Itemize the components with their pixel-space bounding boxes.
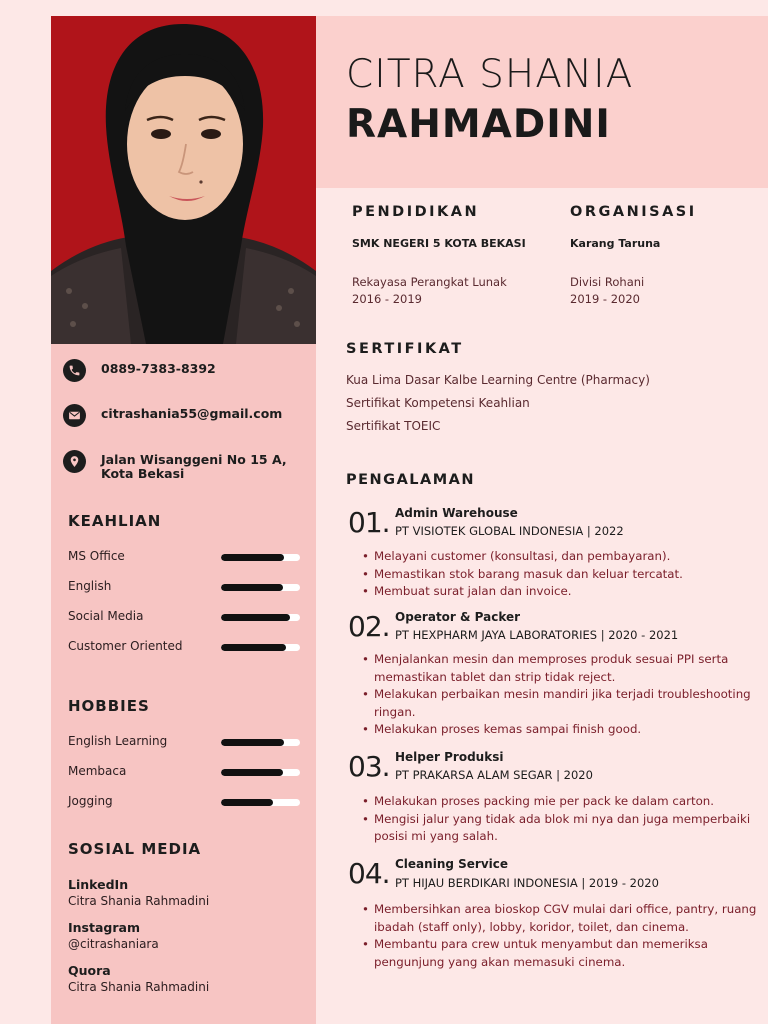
skill-row [68,579,300,595]
location-pin-icon [63,450,86,473]
experience-company: PT HIJAU BERDIKARI INDONESIA | 2019 - 2020 [395,876,659,890]
education-years: 2016 - 2019 [352,292,422,306]
experience-number: 02. [348,610,390,643]
experience-role: Helper Produksi [395,750,504,764]
experience-company: PT HEXPHARM JAYA LABORATORIES | 2020 - 2021 [395,628,679,642]
address-line2: Kota Bekasi [101,466,185,481]
skill-label: MS Office [68,549,125,563]
education-school: SMK NEGERI 5 KOTA BEKASI [352,237,526,250]
skill-level-fill [221,644,286,651]
contact-email [63,404,282,427]
experience-number: 01. [348,506,390,539]
hobby-level-bar [221,739,300,746]
experience-bullet: • Memastikan stok barang masuk dan keluar tercatat. [362,566,757,584]
organization-name: Karang Taruna [570,237,661,250]
certificates-heading: SERTIFIKAT [346,341,464,357]
social-platform-instagram: Instagram [68,920,140,935]
experience-bullets [362,901,757,971]
skill-label: Social Media [68,609,144,623]
experience-bullet: • Mengisi jalur yang tidak ada blok mi nya dan juga memperbaiki posisi mi yang salah. [362,811,757,846]
hobby-row [68,734,300,750]
hobby-level-fill [221,799,273,806]
experience-bullet: • Melakukan perbaikan mesin mandiri jika terjadi troubleshooting ringan. [362,686,757,721]
email-address[interactable]: citrashania55@gmail.com [101,406,283,421]
skill-level-bar [221,554,300,561]
experience-bullet: • Membantu para crew untuk menyambut dan memeriksa pengunjung yang akan memasuki cinema. [362,936,757,971]
hobby-row [68,794,300,810]
experience-number: 03. [348,750,390,783]
address-line1: Jalan Wisanggeni No 15 A, [101,452,287,467]
certificate-item: Kua Lima Dasar Kalbe Learning Centre (Pharmacy) [346,373,650,387]
contact-address [63,450,287,481]
skills-heading: KEAHLIAN [68,512,162,530]
experience-bullet: • Menjalankan mesin dan memproses produk sesuai PPI serta memastikan tablet dan strip tidak reject. [362,651,757,686]
experience-bullet: • Melakukan proses kemas sampai finish good. [362,721,757,739]
experience-role: Operator & Packer [395,610,521,624]
experience-bullets [362,548,757,601]
experience-bullet: • Membuat surat jalan dan invoice. [362,583,757,601]
hobbies-heading: HOBBIES [68,697,150,715]
hobby-level-bar [221,799,300,806]
profile-photo [51,16,316,344]
name-last: RAHMADINI [346,102,611,147]
skill-level-bar [221,644,300,651]
experience-bullet: • Melakukan proses packing mie per pack ke dalam carton. [362,793,757,811]
experience-bullet: • Melayani customer (konsultasi, dan pembayaran). [362,548,757,566]
contact-phone [63,359,216,382]
experience-number: 04. [348,857,390,890]
hobby-level-fill [221,769,283,776]
social-handle-linkedin[interactable]: Citra Shania Rahmadini [68,894,210,908]
organization-years: 2019 - 2020 [570,292,640,306]
skill-level-bar [221,584,300,591]
phone-icon [63,359,86,382]
experience-role: Cleaning Service [395,857,509,871]
certificate-item: Sertifikat Kompetensi Keahlian [346,396,530,410]
education-heading: PENDIDIKAN [352,204,480,220]
experience-heading: PENGALAMAN [346,472,476,488]
skill-row [68,609,300,625]
skill-level-bar [221,614,300,621]
hobby-level-bar [221,769,300,776]
hobby-level-fill [221,739,284,746]
hobby-row [68,764,300,780]
skill-row [68,639,300,655]
social-handle-quora[interactable]: Citra Shania Rahmadini [68,980,210,994]
hobby-label: English Learning [68,734,168,748]
email-icon [63,404,86,427]
name-first: CITRA SHANIA [346,52,634,97]
certificate-item: Sertifikat TOEIC [346,419,441,433]
experience-company: PT PRAKARSA ALAM SEGAR | 2020 [395,768,593,782]
hobby-label: Jogging [68,794,113,808]
address [101,450,287,481]
experience-bullets [362,651,757,739]
social-handle-instagram[interactable]: @citrashaniara [68,937,159,951]
social-platform-quora: Quora [68,963,111,978]
experience-company: PT VISIOTEK GLOBAL INDONESIA | 2022 [395,524,624,538]
skill-label: Customer Oriented [68,639,183,653]
skill-level-fill [221,584,283,591]
organization-division: Divisi Rohani [570,275,645,289]
organization-heading: ORGANISASI [570,204,697,220]
education-major: Rekayasa Perangkat Lunak [352,275,507,289]
hobby-label: Membaca [68,764,127,778]
social-platform-linkedin: LinkedIn [68,877,129,892]
skill-level-fill [221,554,284,561]
experience-bullets [362,793,757,846]
social-heading: SOSIAL MEDIA [68,840,202,858]
experience-role: Admin Warehouse [395,506,518,520]
skill-level-fill [221,614,290,621]
experience-bullet: • Membersihkan area bioskop CGV mulai dari office, pantry, ruang ibadah (staff only), lobby, koridor, toilet, dan cinema. [362,901,757,936]
skill-row [68,549,300,565]
phone-number: 0889-7383-8392 [101,361,216,376]
skill-label: English [68,579,112,593]
